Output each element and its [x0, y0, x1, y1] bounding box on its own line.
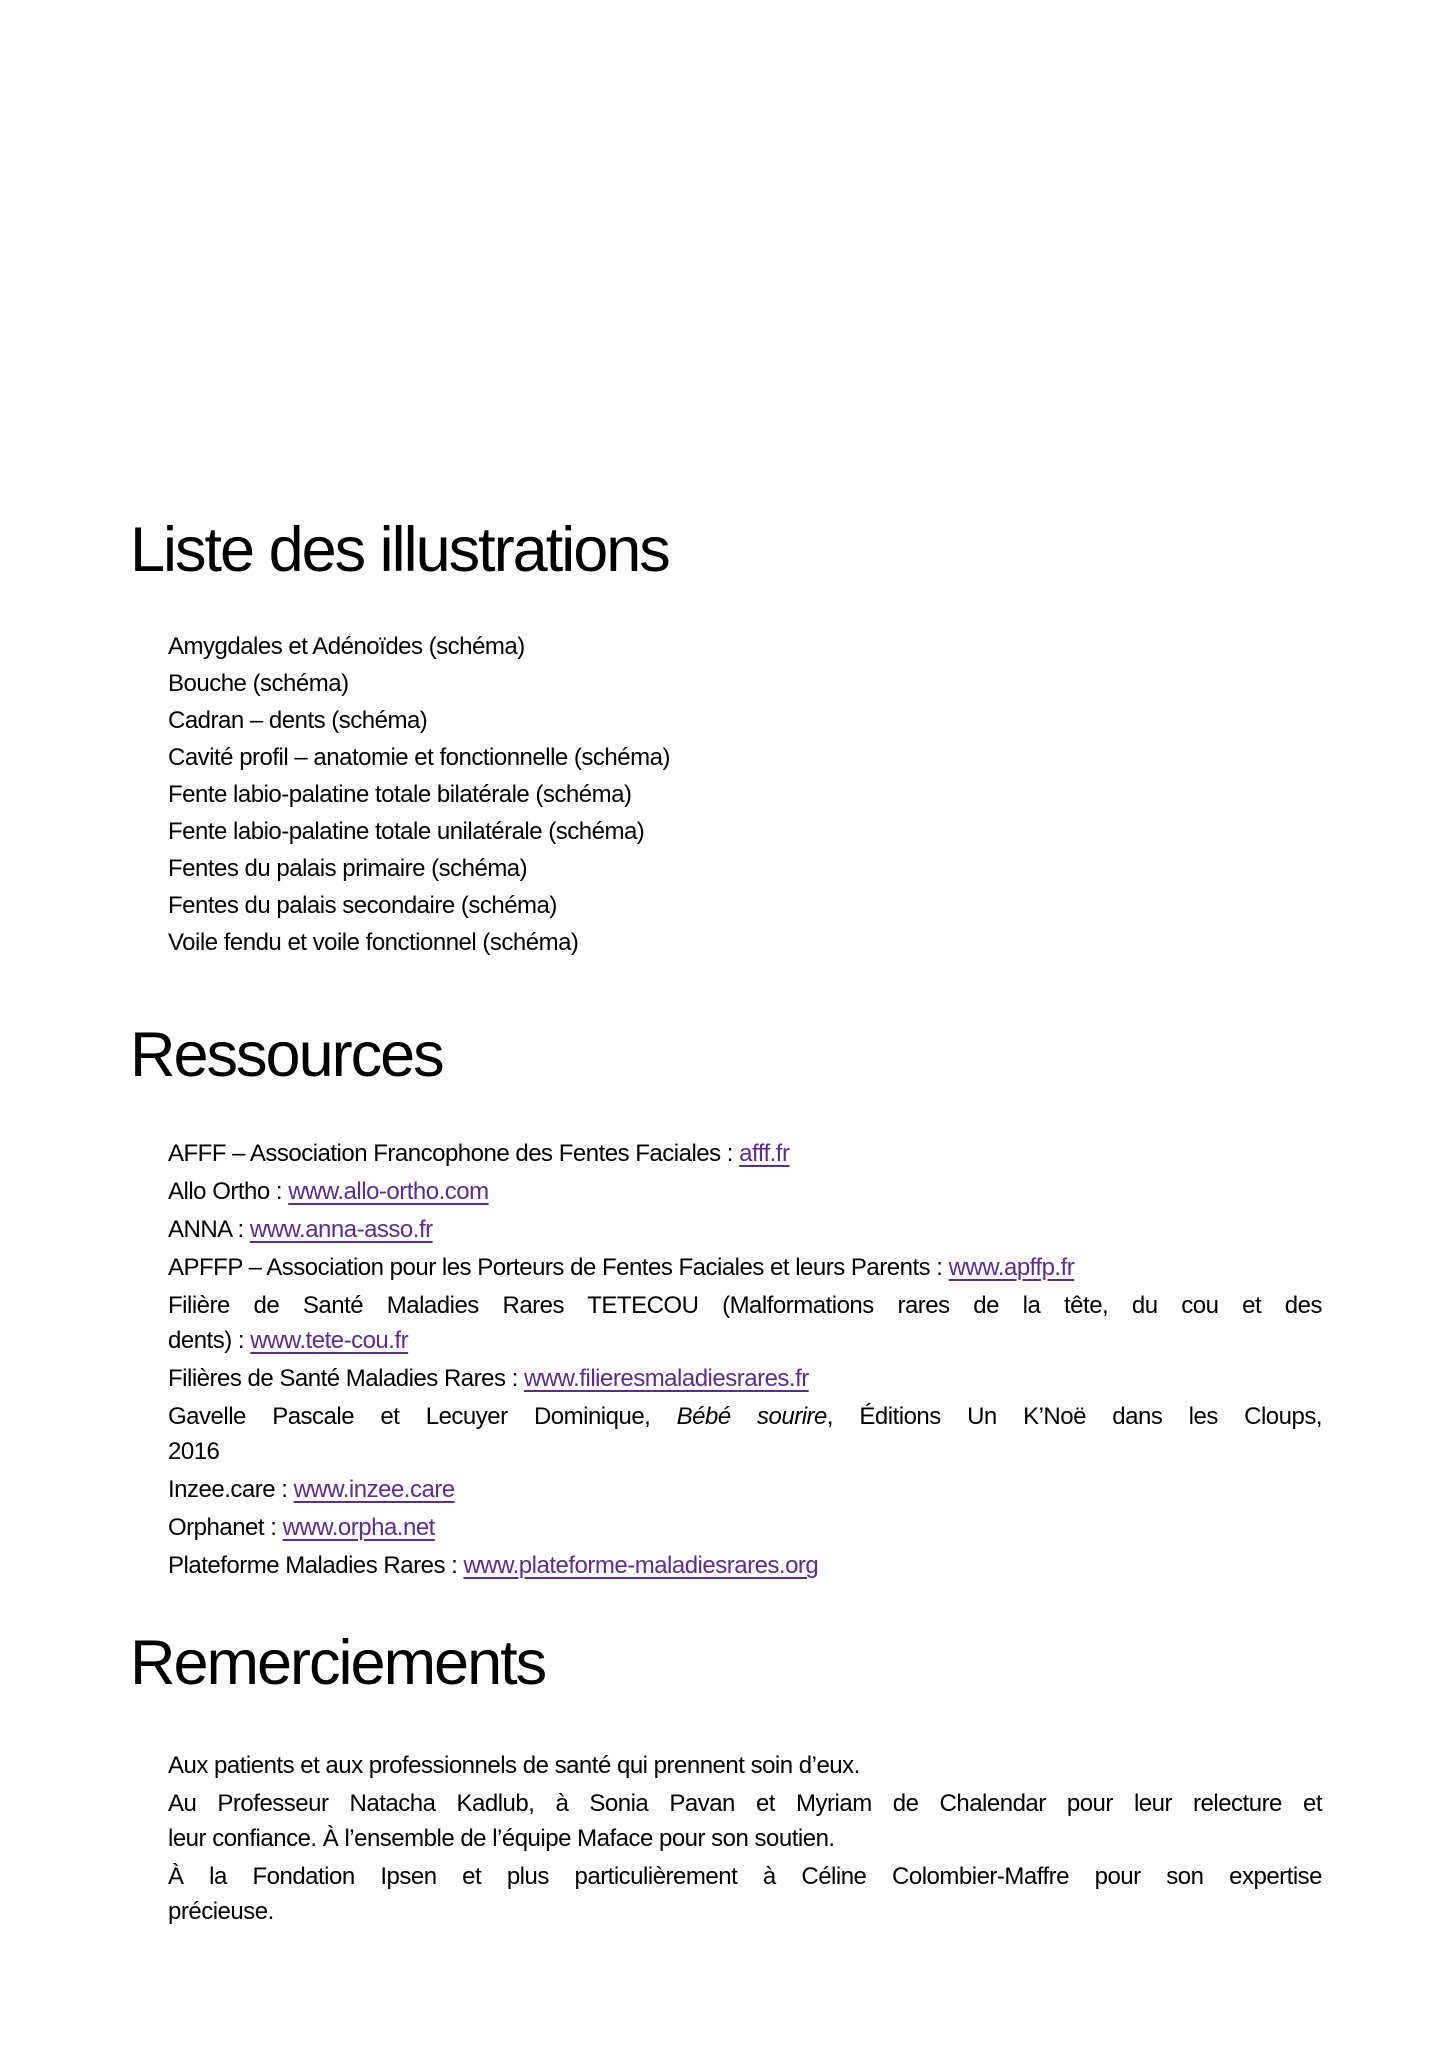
resource-item [168, 1399, 1322, 1469]
list-item: Fentes du palais primaire (schéma) [168, 855, 528, 882]
resource-link[interactable]: www.plateforme-maladiesrares.org [463, 1552, 819, 1579]
resource-label: dents) : [168, 1327, 251, 1354]
resource-label: Filières de Santé Maladies Rares : [168, 1365, 524, 1392]
resource-label: 2016 [168, 1438, 220, 1465]
resource-label: AFFF – Association Francophone des Fentes Faciales : [168, 1140, 740, 1167]
resource-label: Allo Ortho : [168, 1178, 289, 1205]
heading-ressources: Ressources [130, 1020, 443, 1090]
resource-item [168, 1212, 1322, 1247]
resource-item [168, 1174, 1322, 1209]
list-item: Bouche (schéma) [168, 670, 349, 697]
resource-label: APFFP – Association pour les Porteurs de Fentes Faciales et leurs Parents : [168, 1254, 949, 1281]
resource-item [168, 1548, 1322, 1583]
paragraph: Au Professeur Natacha Kadlub, à Sonia Pavan et Myriam de Chalendar pour leur relecture et leur confiance. À l’ensemble de l’équipe Maface pour son soutien. [168, 1790, 1322, 1852]
resource-link[interactable]: www.anna-asso.fr [249, 1216, 433, 1243]
resource-link[interactable]: www.tete-cou.fr [250, 1327, 409, 1354]
list-item: Cadran – dents (schéma) [168, 707, 428, 734]
paragraph: Aux patients et aux professionnels de santé qui prennent soin d’eux. [168, 1752, 860, 1779]
list-item: Fentes du palais secondaire (schéma) [168, 892, 557, 919]
list-item: Fente labio-palatine totale bilatérale (schéma) [168, 781, 632, 808]
resource-link[interactable]: www.inzee.care [293, 1476, 455, 1503]
resource-link[interactable]: www.filieresmaladiesrares.fr [524, 1365, 809, 1392]
resource-label: , Éditions Un K’Noë dans les Cloups, [826, 1403, 1323, 1430]
section-illustrations [130, 515, 1322, 962]
list-item: Voile fendu et voile fonctionnel (schéma) [168, 929, 579, 956]
resource-label: Gavelle Pascale et Lecuyer Dominique, [168, 1403, 677, 1430]
resource-label: ANNA : [168, 1216, 250, 1243]
resource-item [168, 1136, 1322, 1171]
resource-link[interactable]: www.apffp.fr [948, 1254, 1075, 1281]
heading-liste-des-illustrations: Liste des illustrations [130, 515, 669, 585]
list-item: Cavité profil – anatomie et fonctionnelle (schéma) [168, 744, 670, 771]
resource-label: Filière de Santé Maladies Rares TETECOU (Malformations rares de la tête, du cou et des [168, 1292, 1322, 1319]
resource-item [168, 1250, 1322, 1285]
resource-item [168, 1510, 1322, 1545]
list-item: Fente labio-palatine totale unilatérale (schéma) [168, 818, 645, 845]
resource-item [168, 1472, 1322, 1507]
resource-label: Plateforme Maladies Rares : [168, 1552, 464, 1579]
resources-list [168, 1136, 1322, 1583]
resource-link[interactable]: www.allo-ortho.com [288, 1178, 489, 1205]
paragraph: À la Fondation Ipsen et plus particulièrement à Céline Colombier-Maffre pour son expertise précieuse. [168, 1863, 1322, 1925]
resource-label: Inzee.care : [168, 1476, 294, 1503]
section-remerciements [130, 1628, 1322, 1932]
resource-item [168, 1288, 1322, 1358]
illustrations-list [168, 629, 1322, 960]
resource-label: Orphanet : [168, 1514, 283, 1541]
book-title: Bébé sourire [676, 1403, 827, 1430]
resource-item [168, 1361, 1322, 1396]
section-ressources [130, 1020, 1322, 1586]
heading-remerciements: Remerciements [130, 1628, 546, 1698]
resource-link[interactable]: afff.fr [739, 1140, 790, 1167]
resource-link[interactable]: www.orpha.net [282, 1514, 435, 1541]
acknowledgements-text [168, 1748, 1322, 1929]
list-item: Amygdales et Adénoïdes (schéma) [168, 633, 525, 660]
